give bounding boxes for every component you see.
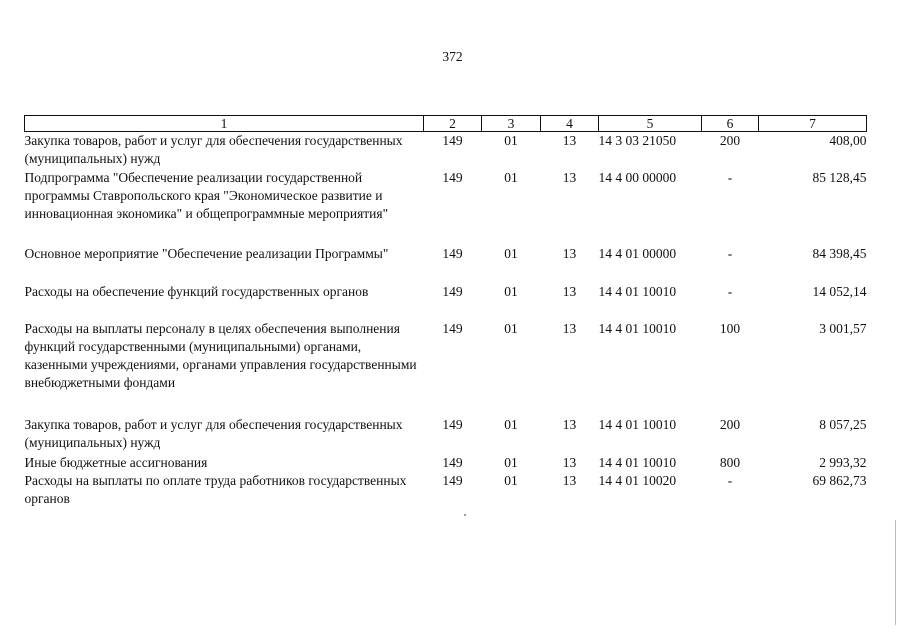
section-code: 01 — [504, 472, 518, 488]
target-article-code: 14 4 01 10010 — [598, 416, 677, 432]
expense-name: Основное мероприятие "Обеспечение реализации Программы" — [24, 245, 389, 261]
subsection-code: 13 — [562, 283, 577, 299]
column-header: 7 — [759, 116, 867, 132]
target-article-code: 14 3 03 21050 — [598, 133, 677, 148]
ministry-code: 149 — [442, 169, 463, 185]
expense-type-code: - — [727, 245, 733, 261]
ministry-code: 149 — [442, 454, 463, 470]
column-header: 4 — [541, 116, 599, 132]
target-article-code: 14 4 01 10010 — [598, 283, 677, 299]
ministry-code: 149 — [442, 283, 463, 299]
section-code: 01 — [504, 454, 518, 470]
scan-speck — [464, 514, 466, 516]
target-article-code: 14 4 00 00000 — [598, 169, 677, 185]
expense-type-code: 200 — [719, 133, 741, 148]
amount: 84 398,45 — [812, 245, 867, 261]
page-number: 372 — [442, 49, 463, 64]
expense-type-code: 800 — [719, 454, 741, 470]
amount: 2 993,32 — [819, 454, 867, 470]
expense-name: Закупка товаров, работ и услуг для обеспечения государственных (муниципальных) нужд — [24, 133, 403, 166]
amount: 8 057,25 — [819, 416, 867, 432]
ministry-code: 149 — [442, 245, 463, 261]
amount: 69 862,73 — [812, 472, 867, 488]
column-header: 6 — [702, 116, 759, 132]
expense-type-code: 100 — [719, 320, 741, 336]
subsection-code: 13 — [562, 245, 577, 261]
table-row — [25, 132, 867, 169]
subsection-code: 13 — [562, 133, 577, 148]
amount: 85 128,45 — [812, 169, 867, 185]
column-header: 5 — [599, 116, 702, 132]
table-row — [25, 169, 867, 245]
section-code: 01 — [504, 133, 518, 148]
ministry-code: 149 — [442, 133, 463, 148]
section-code: 01 — [504, 416, 518, 432]
column-header: 3 — [482, 116, 541, 132]
expense-name: Расходы на обеспечение функций государственных органов — [24, 283, 369, 299]
subsection-code: 13 — [562, 169, 577, 185]
section-code: 01 — [504, 169, 518, 185]
amount: 14 052,14 — [812, 283, 867, 299]
table-row — [25, 283, 867, 320]
column-header: 2 — [424, 116, 482, 132]
subsection-code: 13 — [562, 472, 577, 488]
table-header-row — [25, 116, 867, 132]
expense-name: Расходы на выплаты персоналу в целях обеспечения выполнения функций государственными (муниципальными) органами, казенными учреждениями, органами управления государственными внебюджетными фондами — [24, 320, 417, 390]
amount: 3 001,57 — [819, 320, 867, 336]
expense-type-code: 200 — [719, 416, 741, 432]
scan-edge-line — [895, 520, 896, 625]
subsection-code: 13 — [562, 416, 577, 432]
section-code: 01 — [504, 283, 518, 299]
table-row — [25, 472, 867, 509]
table-row — [25, 320, 867, 416]
expense-name: Иные бюджетные ассигнования — [24, 454, 208, 470]
subsection-code: 13 — [562, 320, 577, 336]
target-article-code: 14 4 01 00000 — [598, 245, 677, 261]
target-article-code: 14 4 01 10010 — [598, 454, 677, 470]
expense-name: Закупка товаров, работ и услуг для обеспечения государственных (муниципальных) нужд — [24, 416, 403, 450]
target-article-code: 14 4 01 10020 — [598, 472, 677, 488]
target-article-code: 14 4 01 10010 — [598, 320, 677, 336]
expense-type-code: - — [727, 472, 733, 488]
column-header: 1 — [25, 116, 424, 132]
ministry-code: 149 — [442, 416, 463, 432]
ministry-code: 149 — [442, 472, 463, 488]
expense-name: Подпрограмма "Обеспечение реализации государственной программы Ставропольского края "Экономическое развитие и инновационная экономика" и общепрограммные мероприятия" — [24, 169, 389, 221]
expense-type-code: - — [727, 169, 733, 185]
table-row — [25, 245, 867, 283]
section-code: 01 — [504, 320, 518, 336]
table-row — [25, 416, 867, 454]
table-row — [25, 454, 867, 472]
ministry-code: 149 — [442, 320, 463, 336]
subsection-code: 13 — [562, 454, 577, 470]
amount: 408,00 — [829, 133, 867, 148]
section-code: 01 — [504, 245, 518, 261]
budget-table — [24, 115, 867, 509]
expense-type-code: - — [727, 283, 733, 299]
expense-name: Расходы на выплаты по оплате труда работников государственных органов — [24, 472, 407, 506]
